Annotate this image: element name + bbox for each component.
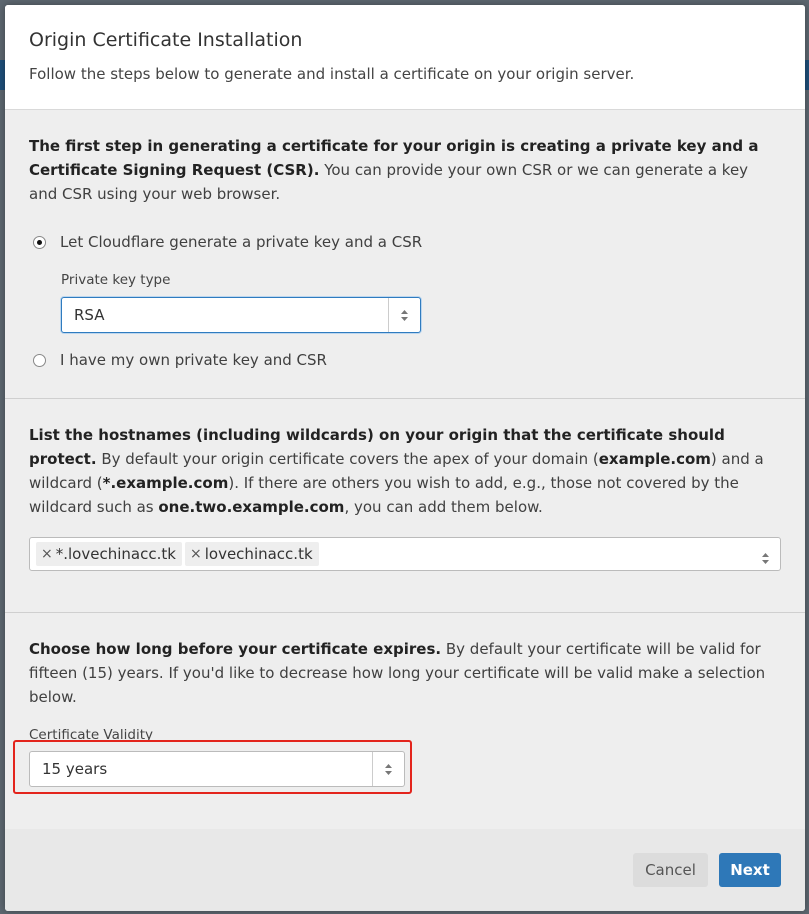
hostname-tag-label: *.lovechinacc.tk xyxy=(55,545,176,563)
modal-header xyxy=(5,5,805,110)
hostnames-intro xyxy=(29,423,781,519)
hostnames-input[interactable] xyxy=(29,537,781,571)
hostname-tag-label: lovechinacc.tk xyxy=(204,545,313,563)
example-domain: example.com xyxy=(598,450,711,468)
hostnames-intro-text: ) and a wildcard ( xyxy=(29,450,764,492)
radio-own-key[interactable] xyxy=(33,348,327,372)
hostname-tag xyxy=(185,542,319,566)
example-wildcard: *.example.com xyxy=(102,474,229,492)
hostnames-intro-text: By default your origin certificate covers the apex of your domain ( xyxy=(96,450,599,468)
select-arrows-icon xyxy=(388,298,420,332)
modal-footer xyxy=(5,829,805,911)
validity-label: Certificate Validity xyxy=(29,727,153,743)
validity-section xyxy=(5,613,805,829)
radio-generate-key-label: Let Cloudflare generate a private key and a CSR xyxy=(60,233,423,251)
validity-intro xyxy=(29,637,781,709)
certificate-modal xyxy=(5,5,805,911)
example-subdomain: one.two.example.com xyxy=(158,498,345,516)
radio-own-key-label: I have my own private key and CSR xyxy=(60,351,327,369)
hostnames-intro-text: ). If there are others you wish to add, e.g., those not covered by the wildcard such as xyxy=(29,474,739,516)
hostnames-section xyxy=(5,399,805,613)
csr-intro-bold: The first step in generating a certificate for your origin is creating a private key and a Certificate Signing Request (CSR). xyxy=(29,137,759,179)
validity-intro-text: By default your certificate will be valid for fifteen (15) years. If you'd like to decrease how long your certificate will be valid make a selection below. xyxy=(29,640,766,706)
csr-section xyxy=(5,110,805,399)
key-type-select[interactable] xyxy=(61,297,421,333)
remove-tag-icon[interactable]: × xyxy=(190,546,202,562)
select-arrows-icon xyxy=(761,549,770,568)
modal-subtitle: Follow the steps below to generate and install a certificate on your origin server. xyxy=(29,65,635,83)
csr-intro-text: You can provide your own CSR or we can generate a key and CSR using your web browser. xyxy=(29,161,749,203)
cancel-button[interactable]: Cancel xyxy=(633,853,708,887)
hostnames-intro-text: , you can add them below. xyxy=(344,498,543,516)
modal-title: Origin Certificate Installation xyxy=(29,29,303,51)
key-type-label: Private key type xyxy=(61,272,171,288)
hostnames-intro-bold: List the hostnames (including wildcards) on your origin that the certificate should protect. xyxy=(29,426,725,468)
key-type-value: RSA xyxy=(74,306,105,324)
validity-intro-bold: Choose how long before your certificate expires. xyxy=(29,640,442,658)
validity-select[interactable] xyxy=(29,751,405,787)
select-arrows-icon xyxy=(372,752,404,786)
radio-generate-key[interactable] xyxy=(33,230,422,254)
remove-tag-icon[interactable]: × xyxy=(41,546,53,562)
radio-generate-key-button[interactable] xyxy=(33,236,46,249)
next-button[interactable]: Next xyxy=(719,853,781,887)
csr-intro xyxy=(29,134,781,206)
hostname-tag xyxy=(36,542,182,566)
validity-value: 15 years xyxy=(42,760,108,778)
radio-own-key-button[interactable] xyxy=(33,354,46,367)
